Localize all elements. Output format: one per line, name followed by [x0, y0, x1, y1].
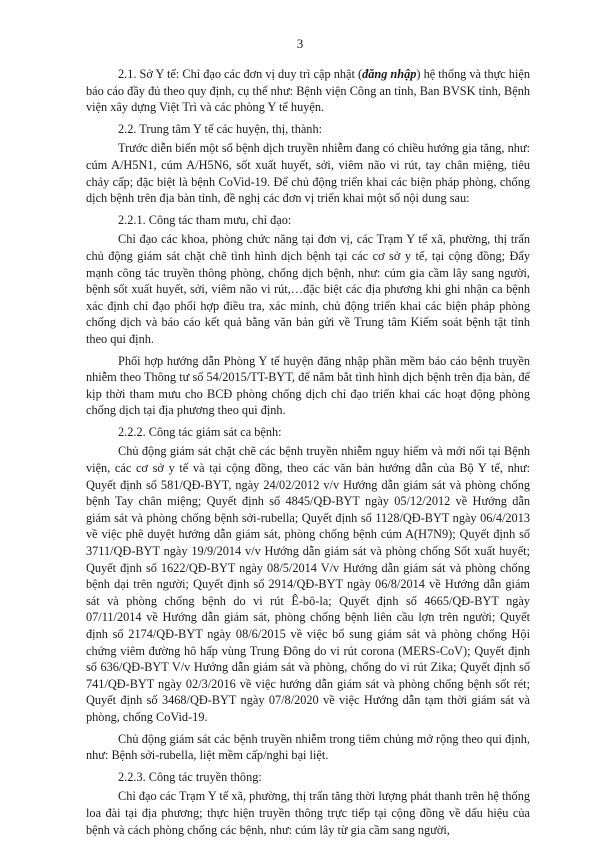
document-body	[86, 66, 530, 843]
paragraph-2-1-health-department	[86, 66, 530, 116]
paragraph-intro: Trước diễn biến một số bệnh dịch truyền nhiễm đang có chiều hướng gia tăng, như: cúm A/H5N1, cúm A/H5N6, sốt xuất huyết, sởi, viêm não vi rút, tay chân miệng, tiêu chảy cấp; đặc biệt là bệnh CoVid-19. Để chủ động triển khai các biện pháp phòng, chống dịch bệnh trên địa bàn tỉnh, đề nghị các đơn vị triển khai một số nội dung sau:	[86, 141, 530, 206]
paragraph-text: 2.1. Sở Y tế: Chỉ đạo các đơn vị duy trì cập nhật (	[118, 67, 363, 81]
page-number: 3	[296, 36, 304, 51]
paragraph-immunization-surveillance: Chủ động giám sát các bệnh truyền nhiễm trong tiêm chủng mở rộng theo qui định, như: Bệnh sởi-rubella, liệt mềm cấp/nghi bại liệt.	[86, 731, 530, 763]
emphasized-text: đăng nhập	[362, 67, 417, 81]
paragraph-surveillance-decisions: Chủ động giám sát chặt chẽ các bệnh truyền nhiễm nguy hiểm và mới nổi tại Bệnh viện, các cơ sở y tế và tại cộng đồng, theo các văn bản hướng dẫn của Bộ Y tế, như: Quyết định số 581/QĐ-BYT, ngày 24/02/2012 v/v Hướng dẫn giám sát và phòng chống bệnh Tay chân miệng; Quyết định số 4845/QĐ-BYT ngày 05/12/2012 về Hướng dẫn giám sát và phòng chống bệnh sởi-rubella; Quyết định số 1128/QĐ-BYT ngày 06/4/2013 về việc phê duyệt hướng dẫn giám sát, phòng chống bệnh cúm A(H7N9); Quyết định số 3711/QĐ-BYT ngày 19/9/2014 v/v Hướng dẫn giám sát và phòng chống Sốt xuất huyết; Quyết định số 1622/QĐ-BYT ngày 08/5/2014 V/v Hướng dẫn giám sát và phòng chống bệnh dại trên người; Quyết định số 2914/QĐ-BYT ngày 06/8/2014 về Hướng dẫn giám sát và phòng chống bệnh do vi rút Ê-bô-la; Quyết định số 4665/QĐ-BYT ngày 07/11/2014 về Hướng dẫn giám sát, phòng chống bệnh liên cầu lợn trên người; Quyết định số 2174/QĐ-BYT ngày 08/6/2015 về việc bổ sung giám sát và phòng chống Hội chứng viêm đường hô hấp vùng Trung Đông do vi rút corona (MERS-CoV); Quyết định số 636/QĐ-BYT V/v Hướng dẫn giám sát và phòng, chống do vi rút Zika; Quyết định số 741/QĐ-BYT ngày 02/3/2016 về việc hướng dẫn giám sát và phòng chống bệnh sốt rét; Quyết định số 3468/QĐ-BYT ngày 07/8/2020 về việc Hướng dẫn tạm thời giám sát và phòng, chống CoVid-19.	[86, 444, 530, 724]
heading-2-2-2: 2.2.2. Công tác giám sát ca bệnh:	[118, 424, 282, 439]
paragraph-direction: Chỉ đạo các khoa, phòng chức năng tại đơn vị, các Trạm Y tế xã, phường, thị trấn chủ động giám sát chặt chẽ tình hình dịch bệnh tại các cơ sở y tế, tại cộng đồng; Đẩy mạnh công tác truyền thông phòng, chống dịch bệnh, như: cúm gia cầm lây sang người, bệnh sốt xuất huyết, sởi, viêm não vi rút,…đặc biệt các địa phương khi ghi nhận ca bệnh xác định chỉ đạo phối hợp điều tra, xác minh, chủ động triển khai các biện pháp phòng chống dịch và báo cáo kết quả bằng văn bản gửi về Trung tâm Kiểm soát bệnh tật tỉnh theo qui định.	[86, 232, 530, 346]
paragraph-communication: Chỉ đạo các Trạm Y tế xã, phường, thị trấn tăng thời lượng phát thanh trên hệ thống loa đài tại địa phương; thực hiện truyền thông trực tiếp tại cộng đồng về dấu hiệu của bệnh và cách phòng chống các bệnh, như: cúm lây từ gia cầm sang người,	[86, 789, 530, 837]
paragraph-coordination: Phối hợp hướng dẫn Phòng Y tế huyện đăng nhập phần mềm báo cáo bệnh truyền nhiễm theo Thông tư số 54/2015/TT-BYT, để nắm bắt tình hình dịch bệnh trên địa bàn, để kịp thời tham mưu cho BCĐ phòng chống dịch chỉ đạo triển khai các hoạt động phòng chống dịch tại địa phương theo qui định.	[86, 353, 530, 418]
heading-2-2-3: 2.2.3. Công tác truyền thông:	[118, 769, 262, 784]
heading-2-2-1: 2.2.1. Công tác tham mưu, chỉ đạo:	[118, 212, 292, 227]
paragraph-text: ) hệ thống và thực hiện báo cáo đầy đủ theo quy định, cụ thể như: Bệnh viện Công an tỉnh, Ban BVSK tỉnh, Bệnh viện xây dựng Việt Trì và các phòng Y tế huyện.	[86, 67, 530, 115]
heading-2-2: 2.2. Trung tâm Y tế các huyện, thị, thành:	[118, 121, 323, 136]
